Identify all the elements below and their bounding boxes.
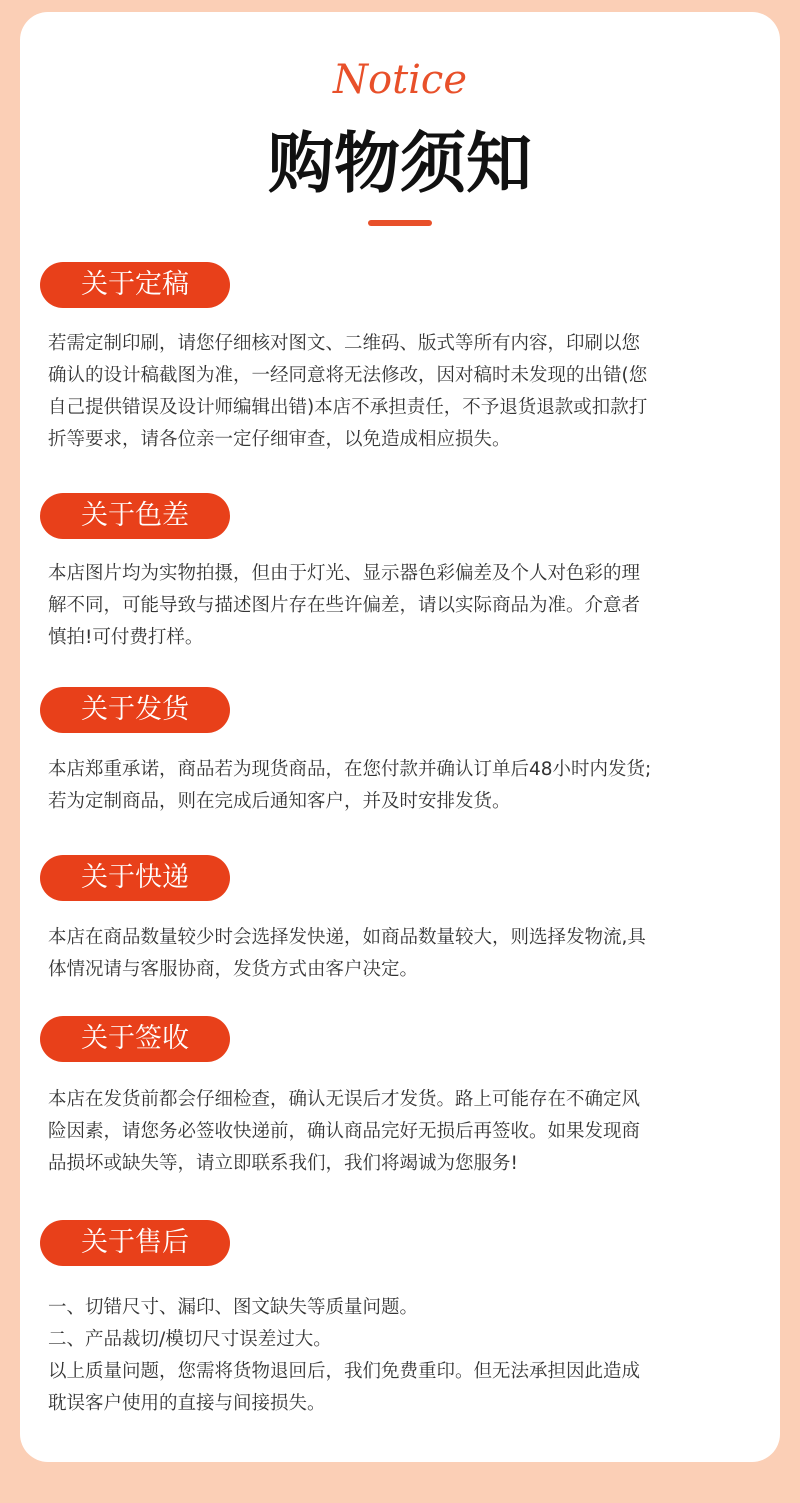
section-body-shipping bbox=[48, 754, 764, 818]
body-line: 险因素，请您务必签收快递前，确认商品完好无损后再签收。如果发现商 bbox=[48, 1121, 641, 1142]
section-heading-finalization: 关于定稿 bbox=[40, 262, 230, 308]
body-line: 折等要求，请各位亲一定仔细审查，以免造成相应损失。 bbox=[48, 429, 511, 450]
body-line: 本店在商品数量较少时会选择发快递，如商品数量较大，则选择发物流,具 bbox=[48, 927, 646, 948]
section-body-after-sales bbox=[48, 1292, 764, 1420]
body-line: 本店图片均为实物拍摄，但由于灯光、显示器色彩偏差及个人对色彩的理 bbox=[48, 563, 641, 584]
body-line: 以上质量问题，您需将货物退回后，我们免费重印。但无法承担因此造成 bbox=[48, 1361, 641, 1382]
notice-script-title: Notice bbox=[332, 57, 468, 103]
page-title: 购物须知 bbox=[268, 125, 532, 202]
body-line: 本店在发货前都会仔细检查，确认无误后才发货。路上可能存在不确定风 bbox=[48, 1089, 641, 1110]
section-heading-courier: 关于快递 bbox=[40, 855, 230, 901]
section-body-courier bbox=[48, 922, 764, 986]
section-body-color-difference bbox=[48, 558, 764, 654]
section-body-finalization bbox=[48, 328, 764, 456]
section-heading-color-difference: 关于色差 bbox=[40, 493, 230, 539]
body-line: 本店郑重承诺，商品若为现货商品，在您付款并确认订单后48小时内发货; bbox=[48, 759, 652, 780]
title-underline bbox=[368, 220, 432, 226]
body-line: 解不同，可能导致与描述图片存在些许偏差，请以实际商品为准。介意者 bbox=[48, 595, 641, 616]
body-line: 自己提供错误及设计师编辑出错)本店不承担责任，不予退货退款或扣款打 bbox=[48, 397, 648, 418]
body-line: 确认的设计稿截图为准，一经同意将无法修改，因对稿时未发现的出错(您 bbox=[48, 365, 648, 386]
section-body-receipt bbox=[48, 1084, 764, 1180]
body-line: 慎拍!可付费打样。 bbox=[48, 627, 204, 648]
body-line: 体情况请与客服协商，发货方式由客户决定。 bbox=[48, 959, 419, 980]
section-heading-after-sales: 关于售后 bbox=[40, 1220, 230, 1266]
section-heading-shipping: 关于发货 bbox=[40, 687, 230, 733]
body-line: 二、产品裁切/模切尺寸误差过大。 bbox=[48, 1329, 332, 1350]
body-line: 品损坏或缺失等，请立即联系我们，我们将竭诚为您服务! bbox=[48, 1153, 518, 1174]
body-line: 一、切错尺寸、漏印、图文缺失等质量问题。 bbox=[48, 1297, 419, 1318]
body-line: 耽误客户使用的直接与间接损失。 bbox=[48, 1393, 326, 1414]
notice-card bbox=[20, 12, 780, 1462]
section-heading-receipt: 关于签收 bbox=[40, 1016, 230, 1062]
body-line: 若需定制印刷，请您仔细核对图文、二维码、版式等所有内容，印刷以您 bbox=[48, 333, 641, 354]
body-line: 若为定制商品，则在完成后通知客户，并及时安排发货。 bbox=[48, 791, 511, 812]
